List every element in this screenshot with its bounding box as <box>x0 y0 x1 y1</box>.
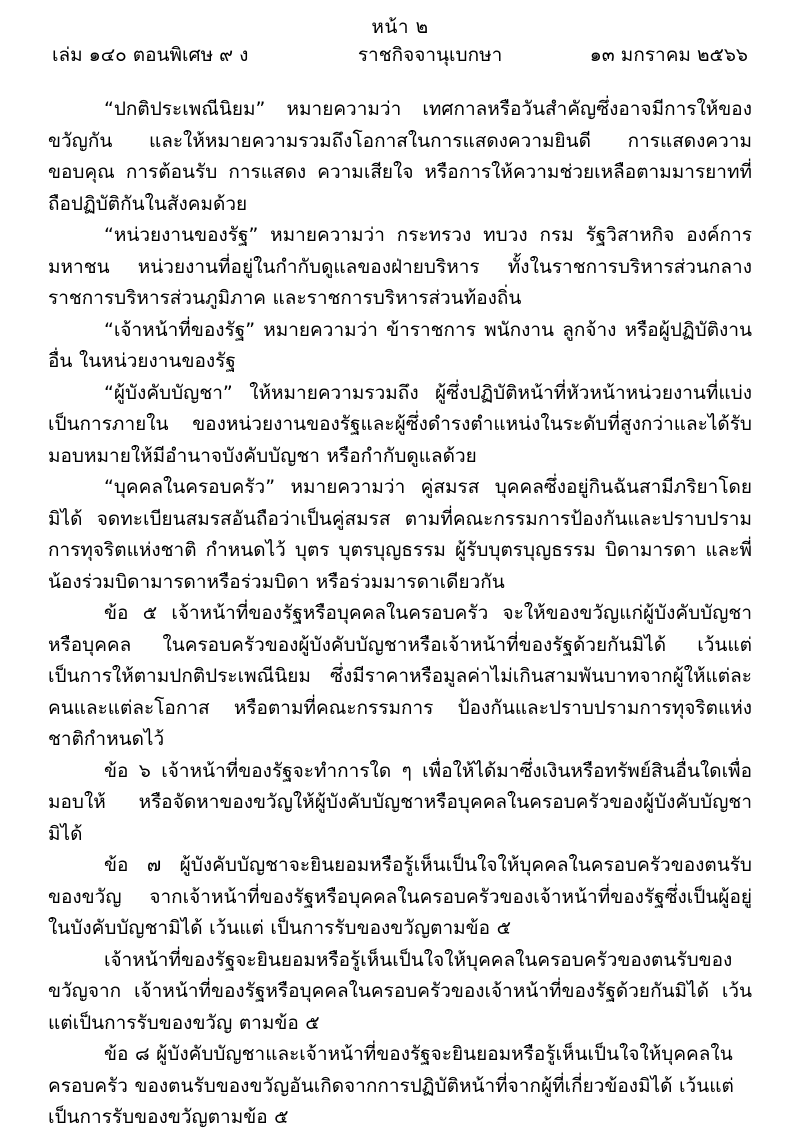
paragraph: ข้อ ๗ ผู้บังคับบัญชาจะยินยอมหรือรู้เห็นเป็นใจให้บุคคลในครอบครัวของตนรับของขวัญ จากเจ้าหน้าที่ของรัฐหรือบุคคลในครอบครัวของเจ้าหน้าที่ของรัฐซึ่งเป็นผู้อยู่ในบังคับบัญชามิได้ เว้นแต่ เป็นการรับของขวัญตามข้อ ๕ <box>48 854 752 939</box>
header-volume-info: เล่ม ๑๔๐ ตอนพิเศษ ๙ ง <box>52 44 249 66</box>
paragraph: “ปกติประเพณีนิยม” หมายความว่า เทศกาลหรือวันสำคัญซึ่งอาจมีการให้ของขวัญกัน และให้หมายความรวมถึงโอกาสในการแสดงความยินดี การแสดงความขอบคุณ การต้อนรับ การแสดง ความเสียใจ หรือการให้ความช่วยเหลือตามมารยาทที่ถือปฏิบัติกันในสังคมด้วย <box>48 98 752 215</box>
paragraph: “บุคคลในครอบครัว” หมายความว่า คู่สมรส บุคคลซึ่งอยู่กินฉันสามีภริยาโดยมิได้ จดทะเบียนสมรสอันถือว่าเป็นคู่สมรส ตามที่คณะกรรมการป้องกันและปราบปรามการทุจริตแห่งชาติ กำหนดไว้ บุตร บุตรบุญธรรม ผู้รับบุตรบุญธรรม บิดามารดา และพี่น้องร่วมบิดามารดาหรือร่วมบิดา หรือร่วมมารดาเดียวกัน <box>48 476 752 593</box>
page-number: หน้า ๒ <box>371 16 429 38</box>
paragraph: “เจ้าหน้าที่ของรัฐ” หมายความว่า ข้าราชการ พนักงาน ลูกจ้าง หรือผู้ปฏิบัติงานอื่น ในหน่วยงานของรัฐ <box>48 318 752 372</box>
paragraph: เจ้าหน้าที่ของรัฐจะยินยอมหรือรู้เห็นเป็นใจให้บุคคลในครอบครัวของตนรับของขวัญจาก เจ้าหน้าที่ของรัฐหรือบุคคลในครอบครัวของเจ้าหน้าที่ของรัฐด้วยกันมิได้ เว้นแต่เป็นการรับของขวัญ ตามข้อ ๕ <box>48 948 752 1034</box>
paragraph: ข้อ ๖ เจ้าหน้าที่ของรัฐจะทำการใด ๆ เพื่อให้ได้มาซึ่งเงินหรือทรัพย์สินอื่นใดเพื่อมอบให้ หรือจัดหาของขวัญให้ผู้บังคับบัญชาหรือบุคคลในครอบครัวของผู้บังคับบัญชามิได้ <box>48 759 752 845</box>
page-header <box>48 42 752 68</box>
paragraph: “ผู้บังคับบัญชา” ให้หมายความรวมถึง ผู้ซึ่งปฏิบัติหน้าที่หัวหน้าหน่วยงานที่แบ่งเป็นการภายใน ของหน่วยงานของรัฐและผู้ซึ่งดำรงตำแหน่งในระดับที่สูงกว่าและได้รับมอบหมายให้มีอำนาจบังคับบัญชา หรือกำกับดูแลด้วย <box>48 381 752 467</box>
paragraph: “หน่วยงานของรัฐ” หมายความว่า กระทรวง ทบวง กรม รัฐวิสาหกิจ องค์การมหาชน หน่วยงานที่อยู่ในกำกับดูแลของฝ่ายบริหาร ทั้งในราชการบริหารส่วนกลาง ราชการบริหารส่วนภูมิภาค และราชการบริหารส่วนท้องถิ่น <box>48 224 752 309</box>
header-date: ๑๓ มกราคม ๒๕๖๖ <box>589 44 748 66</box>
paragraph: ข้อ ๕ เจ้าหน้าที่ของรัฐหรือบุคคลในครอบครัว จะให้ของขวัญแก่ผู้บังคับบัญชาหรือบุคคล ในครอบครัวของผู้บังคับบัญชาหรือเจ้าหน้าที่ของรัฐด้วยกันมิได้ เว้นแต่เป็นการให้ตามปกติประเพณีนิยม ซึ่งมีราคาหรือมูลค่าไม่เกินสามพันบาทจากผู้ให้แต่ละคนและแต่ละโอกาส หรือตามที่คณะกรรมการ ป้องกันและปราบปรามการทุจริตแห่งชาติกำหนดไว้ <box>48 602 752 750</box>
paragraph: ข้อ ๘ ผู้บังคับบัญชาและเจ้าหน้าที่ของรัฐจะยินยอมหรือรู้เห็นเป็นใจให้บุคคลในครอบครัว ของตนรับของขวัญอันเกิดจากการปฏิบัติหน้าที่จากผู้ที่เกี่ยวข้องมิได้ เว้นแต่เป็นการรับของขวัญตามข้อ ๕ <box>48 1043 734 1128</box>
document-body <box>48 94 752 1134</box>
header-gazette-title: ราชกิจจานุเบกษา <box>357 44 503 66</box>
